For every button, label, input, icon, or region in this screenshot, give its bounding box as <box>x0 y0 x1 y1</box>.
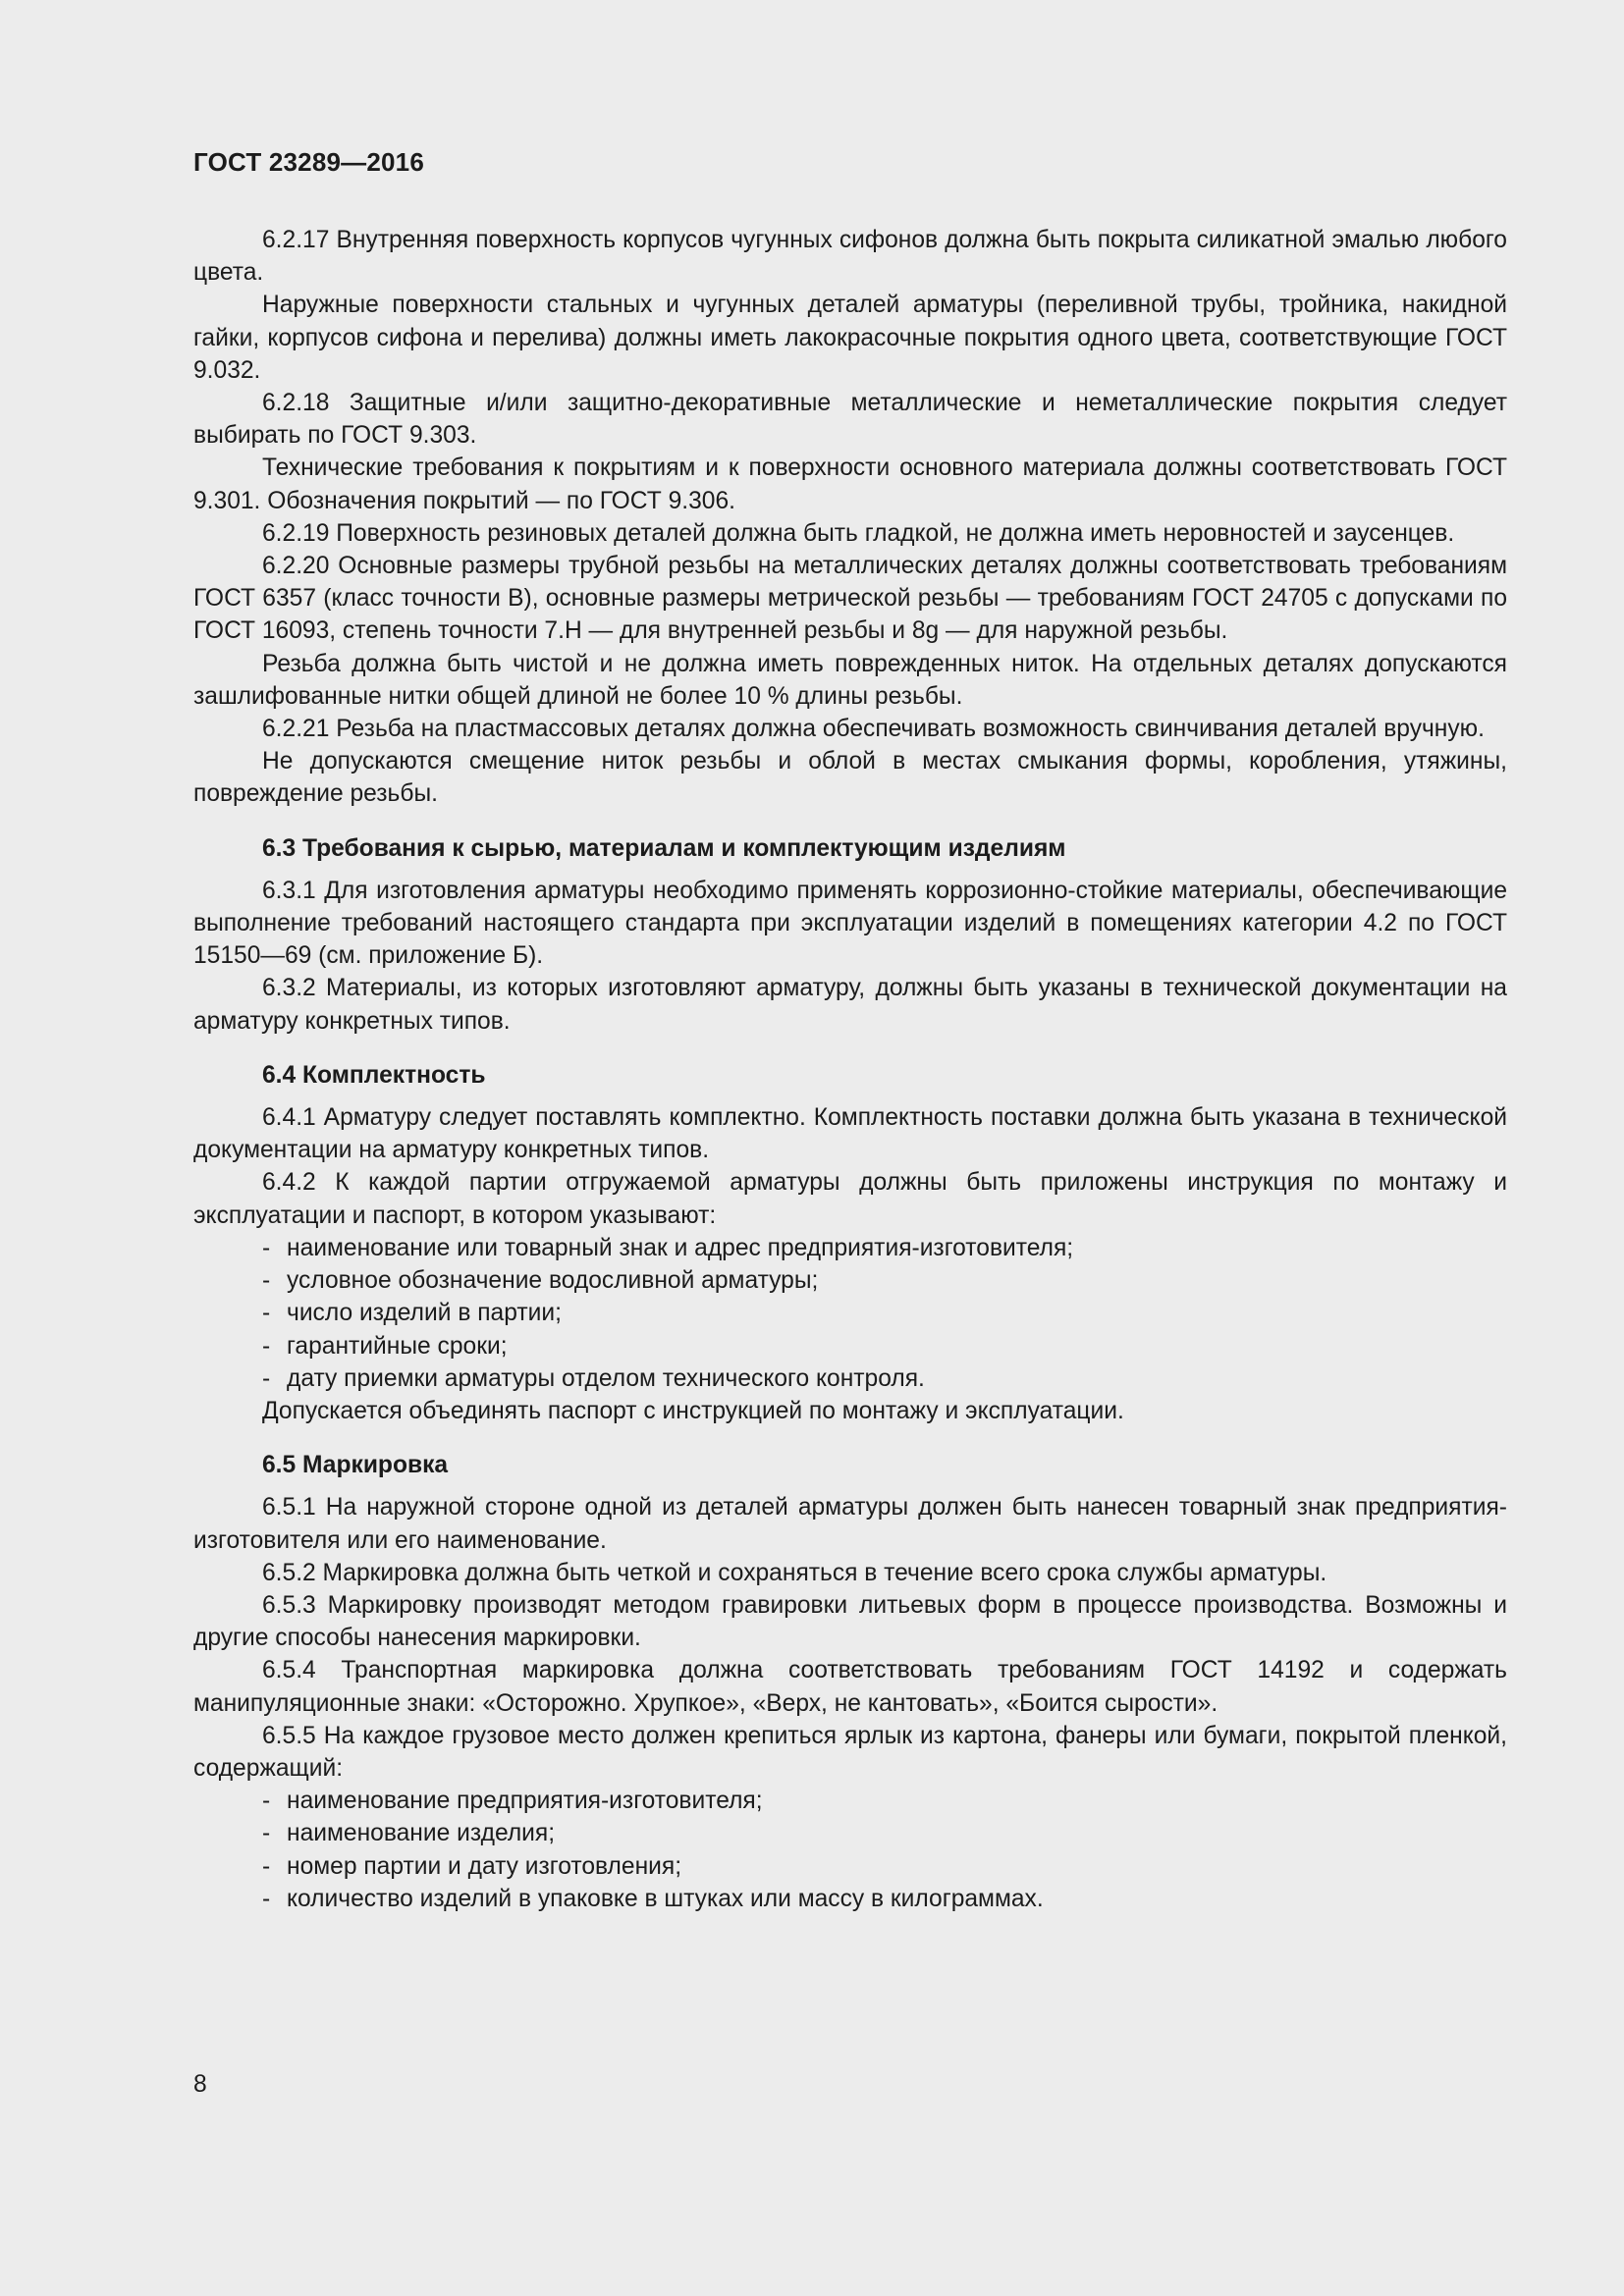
document-header: ГОСТ 23289—2016 <box>193 147 424 177</box>
paragraph-outer-surfaces: Наружные поверхности стальных и чугунных деталей арматуры (переливной трубы, тройника, накидной гайки, корпусов сифона и перелива) должны иметь лакокрасочные покрытия одного цвета, соответствующие ГОСТ 9.032. <box>193 292 1507 384</box>
section-heading-6-4: 6.4 Комплектность <box>262 1061 486 1089</box>
list-item <box>262 1817 1507 1849</box>
list-item-text: наименование или товарный знак и адрес предприятия-изготовителя; <box>287 1234 1074 1261</box>
list-item <box>262 1883 1507 1915</box>
list-item <box>262 1232 1507 1264</box>
list-item <box>262 1297 1507 1329</box>
list-item <box>262 1264 1507 1297</box>
list-item-text: дату приемки арматуры отделом технического контроля. <box>287 1364 925 1392</box>
dash-marker: - <box>262 1788 271 1815</box>
list-item <box>262 1330 1507 1362</box>
section-heading-6-3: 6.3 Требования к сырью, материалам и комплектующим изделиям <box>262 834 1066 862</box>
paragraph-coating-requirements: Технические требования к покрытиям и к поверхности основного материала должны соответствовать ГОСТ 9.301. Обозначения покрытий — по ГОСТ 9.306. <box>193 454 1507 514</box>
paragraph-6-4-1: 6.4.1 Арматуру следует поставлять комплектно. Комплектность поставки должна быть указана в технической документации на арматуру конкретных типов. <box>193 1104 1507 1164</box>
paragraph-6-2-18: 6.2.18 Защитные и/или защитно-декоративные металлические и неметаллические покрытия следует выбирать по ГОСТ 9.303. <box>193 390 1507 450</box>
list-item-text: наименование изделия; <box>287 1820 556 1847</box>
page-number: 8 <box>193 2071 207 2098</box>
list-item <box>262 1850 1507 1883</box>
label-contents-list <box>193 1785 1507 1915</box>
list-item-text: наименование предприятия-изготовителя; <box>287 1788 763 1815</box>
dash-marker: - <box>262 1332 271 1360</box>
paragraph-6-3-2: 6.3.2 Материалы, из которых изготовляют арматуру, должны быть указаны в технической документации на арматуру конкретных типов. <box>193 975 1507 1035</box>
dash-marker: - <box>262 1364 271 1392</box>
list-item-text: номер партии и дату изготовления; <box>287 1852 682 1880</box>
passport-contents-list <box>193 1232 1507 1395</box>
section-heading-6-5: 6.5 Маркировка <box>262 1452 449 1479</box>
list-item <box>262 1362 1507 1395</box>
paragraph-thread-clean: Резьба должна быть чистой и не должна иметь поврежденных ниток. На отдельных деталях допускаются зашлифованные нитки общей длиной не более 10 % длины резьбы. <box>193 650 1507 710</box>
dash-marker: - <box>262 1234 271 1261</box>
paragraph-6-5-5: 6.5.5 На каждое грузовое место должен крепиться ярлык из картона, фанеры или бумаги, покрытой пленкой, содержащий: <box>193 1722 1507 1782</box>
paragraph-6-5-2: 6.5.2 Маркировка должна быть четкой и сохраняться в течение всего срока службы арматуры. <box>262 1559 1327 1586</box>
dash-marker: - <box>262 1885 271 1912</box>
paragraph-6-5-1: 6.5.1 На наружной стороне одной из деталей арматуры должен быть нанесен товарный знак предприятия-изготовителя или его наименование. <box>193 1494 1507 1554</box>
dash-marker: - <box>262 1300 271 1327</box>
dash-marker: - <box>262 1852 271 1880</box>
paragraph-6-5-3: 6.5.3 Маркировку производят методом гравировки литьевых форм в процессе производства. Возможны и другие способы нанесения маркировки. <box>193 1591 1507 1652</box>
document-body <box>193 224 1507 1915</box>
list-item-text: гарантийные сроки; <box>287 1332 508 1360</box>
list-item-text: количество изделий в упаковке в штуках или массу в килограммах. <box>287 1885 1044 1912</box>
paragraph-6-2-17: 6.2.17 Внутренняя поверхность корпусов чугунных сифонов должна быть покрыта силикатной эмалью любого цвета. <box>193 227 1507 287</box>
paragraph-6-5-4: 6.5.4 Транспортная маркировка должна соответствовать требованиям ГОСТ 14192 и содержать манипуляционные знаки: «Осторожно. Хрупкое», «Верх, не кантовать», «Боится сырости». <box>193 1657 1507 1717</box>
list-item-text: число изделий в партии; <box>287 1300 562 1327</box>
list-item-text: условное обозначение водосливной арматуры; <box>287 1267 819 1295</box>
paragraph-6-2-19: 6.2.19 Поверхность резиновых деталей должна быть гладкой, не должна иметь неровностей и заусенцев. <box>262 519 1455 547</box>
dash-marker: - <box>262 1267 271 1295</box>
list-item <box>262 1785 1507 1817</box>
paragraph-6-4-2: 6.4.2 К каждой партии отгружаемой арматуры должны быть приложены инструкция по монтажу и эксплуатации и паспорт, в котором указывают: <box>193 1169 1507 1229</box>
paragraph-passport-combine: Допускается объединять паспорт с инструкцией по монтажу и эксплуатации. <box>262 1397 1124 1424</box>
dash-marker: - <box>262 1820 271 1847</box>
paragraph-6-2-20: 6.2.20 Основные размеры трубной резьбы на металлических деталях должны соответствовать требованиям ГОСТ 6357 (класс точности В), основные размеры метрической резьбы — требованиям ГОСТ 24705 с допусками по ГОСТ 16093, степень точности 7.Н — для внутренней резьбы и 8g — для наружной резьбы. <box>193 553 1507 645</box>
section-6-3 <box>193 832 1507 1038</box>
section-6-5 <box>193 1449 1507 1915</box>
section-6-2 <box>193 224 1507 811</box>
paragraph-thread-defects: Не допускаются смещение ниток резьбы и облой в местах смыкания формы, коробления, утяжины, повреждение резьбы. <box>193 748 1507 808</box>
section-6-4 <box>193 1059 1507 1427</box>
paragraph-6-2-21: 6.2.21 Резьба на пластмассовых деталях должна обеспечивать возможность свинчивания деталей вручную. <box>262 716 1485 743</box>
paragraph-6-3-1: 6.3.1 Для изготовления арматуры необходимо применять коррозионно-стойкие материалы, обеспечивающие выполнение требований настоящего стандарта при эксплуатации изделий в помещениях категории 4.2 по ГОСТ 15150—69 (см. приложение Б). <box>193 877 1507 970</box>
